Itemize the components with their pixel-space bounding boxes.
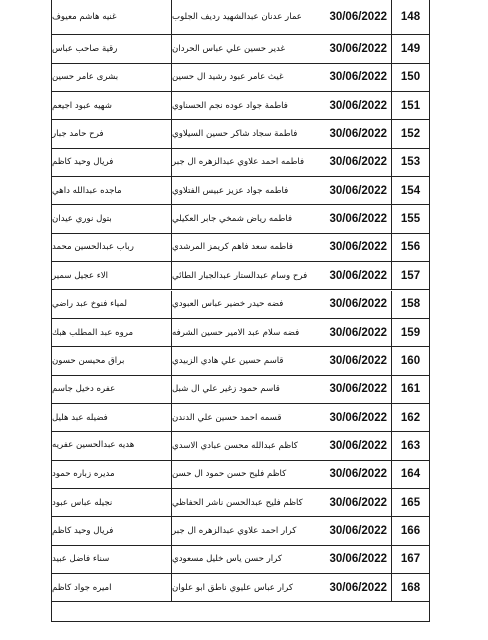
applicant-name-cell: كرار عباس عليوي ناطق ابو علوان: [172, 582, 293, 593]
guarantor-name-cell: هديه عبدالحسين عفريه: [52, 432, 172, 459]
row-number-cell: 161: [400, 383, 421, 396]
row-number-cell: 158: [400, 298, 421, 311]
applicant-name-cell: فضه حيدر خضير عباس العبودي: [172, 299, 284, 310]
guarantor-name-cell: فريال وحيد كاظم: [52, 517, 172, 544]
date-cell: 30/06/2022: [290, 0, 392, 34]
date-cell: 30/06/2022: [290, 205, 392, 232]
applicant-name-cell: كرار حسن ياس خليل مسعودي: [172, 554, 282, 565]
row-number-cell: 149: [400, 43, 421, 56]
applicant-name-cell: فاطمه سعد فاهم كريمز المرشدي: [172, 242, 293, 253]
guarantor-name-cell: مروه عبد المطلب هبك: [52, 319, 172, 346]
table-row: [52, 0, 429, 35]
row-number-cell: 162: [400, 411, 421, 424]
applicant-name-cell: غدير حسين علي عباس الحردان: [172, 44, 285, 55]
row-number-cell: 168: [400, 581, 421, 594]
date-cell: 30/06/2022: [290, 291, 392, 318]
date-cell: 30/06/2022: [290, 149, 392, 176]
row-number-cell: 148: [400, 11, 421, 24]
table-row: [52, 432, 429, 460]
applicant-name-cell: كرار احمد علاوي عبدالزهره ال جبر: [172, 525, 297, 536]
guarantor-name-cell: بتول نوري عيدان: [52, 205, 172, 232]
guarantor-name-cell: عفره دخيل جاسم: [52, 376, 172, 403]
row-number-cell: 159: [400, 326, 421, 339]
applicant-name-cell: غيث عامر عبود رشيد ال حسين: [172, 72, 284, 83]
date-cell: 30/06/2022: [290, 574, 392, 601]
table-row: [52, 64, 429, 92]
table-row: [52, 177, 429, 205]
date-cell: 30/06/2022: [290, 35, 392, 62]
table-row: [52, 262, 429, 290]
table-row: [52, 234, 429, 262]
guarantor-name-cell: نجيله عباس عبود: [52, 489, 172, 516]
row-number-cell: 167: [400, 553, 421, 566]
date-cell: 30/06/2022: [290, 404, 392, 431]
row-number-cell: 155: [400, 213, 421, 226]
guarantor-name-cell: شهيه عبود اجيعم: [52, 92, 172, 119]
guarantor-name-cell: رباب عبدالحسين محمد: [52, 234, 172, 261]
date-cell: 30/06/2022: [290, 347, 392, 374]
applicant-name-cell: قسمه احمد حسين علي الدندن: [172, 412, 282, 423]
date-cell: 30/06/2022: [290, 461, 392, 488]
table-row: [52, 404, 429, 432]
table-row: [52, 291, 429, 319]
guarantor-name-cell: الاء عجيل سمير: [52, 262, 172, 289]
applicant-name-cell: كاظم عبدالله محسن عبادي الاسدي: [172, 440, 298, 451]
date-cell: 30/06/2022: [290, 64, 392, 91]
date-cell: 30/06/2022: [290, 262, 392, 289]
applicant-name-cell: فاطمه احمد علاوي عبدالزهره ال جبر: [172, 157, 305, 168]
row-number-cell: 165: [400, 496, 421, 509]
guarantor-name-cell: مديره زباره حمود: [52, 461, 172, 488]
table-row: [52, 149, 429, 177]
applicant-name-cell: كاظم فليح حسن حمود ال حسن: [172, 469, 287, 480]
table-row: [52, 489, 429, 517]
row-number-cell: 164: [400, 468, 421, 481]
applicant-name-cell: فاطمه جواد عزيز عبيس الفتلاوي: [172, 185, 289, 196]
guarantor-name-cell: غنيه هاشم معيوف: [52, 0, 172, 34]
row-number-cell: 153: [400, 156, 421, 169]
row-number-cell: 150: [400, 71, 421, 84]
date-cell: 30/06/2022: [290, 376, 392, 403]
date-cell: 30/06/2022: [290, 234, 392, 261]
guarantor-name-cell: فريال وحيد كاظم: [52, 149, 172, 176]
date-cell: 30/06/2022: [290, 319, 392, 346]
date-cell: 30/06/2022: [290, 517, 392, 544]
guarantor-name-cell: فضيله عبد هليل: [52, 404, 172, 431]
row-number-cell: 157: [400, 269, 421, 282]
applicant-name-cell: فاطمة سجاد شاكر حسين السيلاوي: [172, 129, 298, 140]
applicant-name-cell: فرح وسام عبدالستار عبدالجبار الطائي: [172, 270, 308, 281]
row-number-cell: 154: [400, 184, 421, 197]
table-row: [52, 35, 429, 63]
row-number-cell: 156: [400, 241, 421, 254]
row-number-cell: 160: [400, 354, 421, 367]
records-table: [51, 0, 430, 622]
row-number-cell: 152: [400, 128, 421, 141]
applicant-name-cell: فاطمة جواد عوده نجم الحسناوي: [172, 100, 288, 111]
guarantor-name-cell: براق محيسن حسون: [52, 347, 172, 374]
row-number-cell: 151: [400, 99, 421, 112]
applicant-name-cell: عمار عدنان عبدالشهيد رديف الجلوب: [172, 12, 302, 23]
guarantor-name-cell: اميره جواد كاظم: [52, 574, 172, 601]
table-row: [52, 92, 429, 120]
date-cell: 30/06/2022: [290, 177, 392, 204]
row-number-cell: 163: [400, 439, 421, 452]
date-cell: 30/06/2022: [290, 489, 392, 516]
guarantor-name-cell: فرح حامد جبار: [52, 120, 172, 147]
table-row: [52, 574, 429, 602]
table-row: [52, 461, 429, 489]
applicant-name-cell: كاظم فليح عبدالحسن ناشر الحفاظي: [172, 497, 303, 508]
guarantor-name-cell: ماجده عبدالله داهي: [52, 177, 172, 204]
table-row: [52, 376, 429, 404]
date-cell: 30/06/2022: [290, 92, 392, 119]
date-cell: 30/06/2022: [290, 546, 392, 573]
guarantor-name-cell: رقية صاحب عباس: [52, 35, 172, 62]
table-row: [52, 546, 429, 574]
table-row: [52, 319, 429, 347]
table-row: [52, 347, 429, 375]
guarantor-name-cell: سناء فاضل عبيد: [52, 546, 172, 573]
date-cell: 30/06/2022: [290, 120, 392, 147]
guarantor-name-cell: بشرى عامر حسين: [52, 64, 172, 91]
applicant-name-cell: قاسم حسين علي هادي الزبيدي: [172, 355, 284, 366]
applicant-name-cell: فاطمه رياض شمخي جابر العكيلي: [172, 214, 293, 225]
applicant-name-cell: قاسم حمود زغير علي ال شبل: [172, 384, 280, 395]
table-row: [52, 120, 429, 148]
date-cell: 30/06/2022: [290, 432, 392, 459]
table-row: [52, 205, 429, 233]
guarantor-name-cell: لمياء فنوخ عبد راضي: [52, 291, 172, 318]
row-number-cell: 166: [400, 524, 421, 537]
applicant-name-cell: فضه سلام عبد الامير حسين الشرفه: [172, 327, 300, 338]
table-row: [52, 517, 429, 545]
